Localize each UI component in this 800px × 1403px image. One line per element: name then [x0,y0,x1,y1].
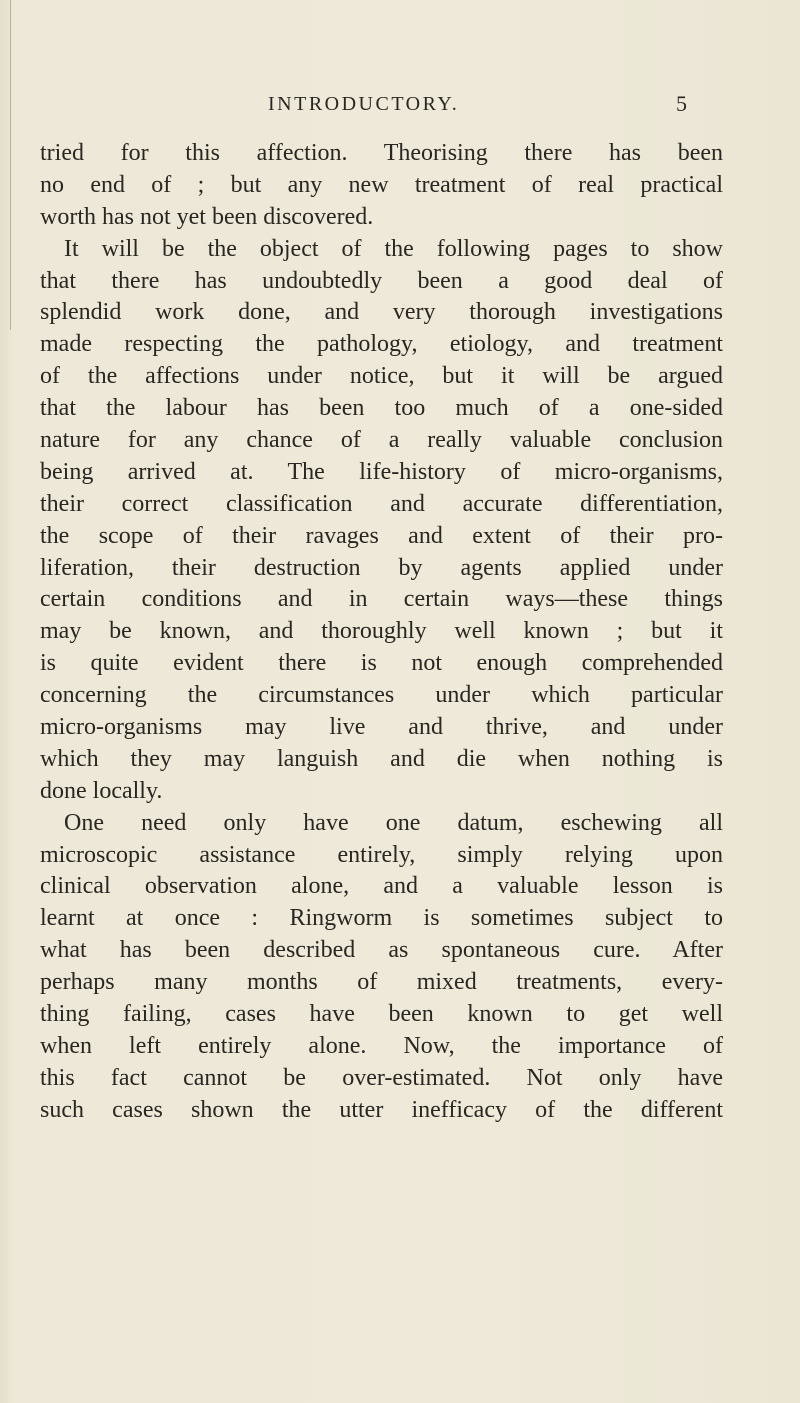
text-line: made respecting the pathology, etiology, and treatment [40,331,723,358]
text-line: learnt at once : Ringworm is sometimes subject to [40,905,723,932]
running-head: INTRODUCTORY. [268,93,460,115]
text-line: micro-organisms may live and thrive, and under [40,714,723,741]
text-line: liferation, their destruction by agents applied under [40,554,723,581]
text-line: It will be the object of the following pages to show [64,235,723,262]
text-line: this fact cannot be over-estimated. Not only have [40,1064,723,1091]
text-line: may be known, and thoroughly well known ; but it [40,618,723,645]
gutter-shadow [10,0,11,330]
text-line: done locally. [40,777,163,804]
text-line: what has been described as spontaneous cure. After [40,937,723,964]
page-number: 5 [676,91,687,116]
text-line: that there has undoubtedly been a good deal of [40,267,723,294]
text-line: concerning the circumstances under which particular [40,682,723,709]
text-line: when left entirely alone. Now, the importance of [40,1032,723,1059]
text-line: the scope of their ravages and extent of their pro- [40,522,723,549]
text-line: their correct classification and accurate differentiation, [40,490,723,517]
text-line: is quite evident there is not enough comprehended [40,650,723,677]
text-line: microscopic assistance entirely, simply relying upon [40,841,723,868]
body-text [40,138,723,1127]
text-line: clinical observation alone, and a valuable lesson is [40,873,723,900]
text-line: of the affections under notice, but it will be argued [40,363,723,390]
text-line: no end of ; but any new treatment of real practical [40,171,723,198]
text-line: One need only have one datum, eschewing all [64,809,723,836]
text-line: being arrived at. The life-history of micro-organisms, [40,458,723,485]
text-line: certain conditions and in certain ways—these things [40,586,723,613]
page-header [0,84,800,124]
text-line: nature for any chance of a really valuable conclusion [40,427,723,454]
text-line: thing failing, cases have been known to get well [40,1001,723,1028]
text-line: splendid work done, and very thorough investigations [40,299,723,326]
text-line: worth has not yet been discovered. [40,203,374,230]
text-line: that the labour has been too much of a one-sided [40,395,723,422]
text-line: perhaps many months of mixed treatments, every- [40,969,723,996]
text-line: tried for this affection. Theorising there has been [40,140,723,166]
text-line: which they may languish and die when nothing is [40,745,723,772]
text-line: such cases shown the utter inefficacy of the different [40,1096,723,1123]
